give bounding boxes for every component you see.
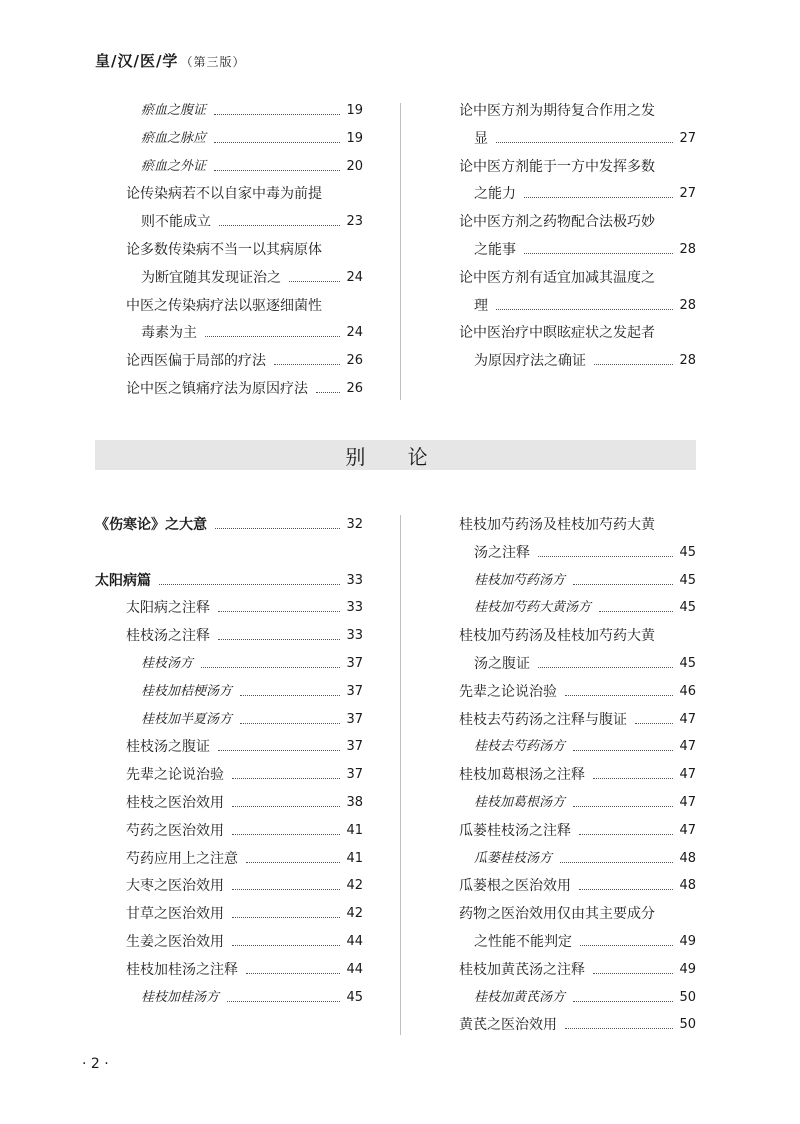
toc-leader-dots [579,834,673,835]
toc-page-number: 44 [346,934,363,949]
toc-page-number: 42 [346,878,363,894]
toc-leader-dots [232,889,340,890]
toc-page-number: 42 [346,906,363,922]
column-divider-bottom [400,515,401,1035]
toc-entry [141,712,363,728]
toc-entry [459,684,696,700]
toc-entry [126,795,363,811]
toc-entry [459,103,655,119]
toc-entry [474,545,696,561]
toc-leader-dots [538,556,673,557]
toc-leader-dots [215,528,340,529]
toc-leader-dots [219,225,340,226]
toc-leader-dots [232,778,340,779]
toc-leader-dots [205,336,340,337]
toc-entry [141,270,363,286]
toc-leader-dots [599,611,673,612]
toc-entry-title: 桂枝汤之腹证 [126,739,210,756]
toc-page-number: 49 [679,961,696,977]
toc-leader-dots [214,114,340,115]
toc-entry-title: 论中医治疗中瞑眩症状之发起者 [459,325,655,342]
toc-entry [95,573,363,589]
toc-entry-title: 论多数传染病不当一以其病原体 [126,242,322,258]
toc-page-number: 28 [679,353,696,369]
toc-leader-dots [232,945,340,946]
toc-entry [474,600,696,616]
toc-page-number: 28 [679,242,696,257]
toc-entry-title: 芍药之医治效用 [126,822,224,839]
toc-entry [474,656,696,672]
toc-entry-title: 瓜蒌根之医治效用 [459,878,571,895]
toc-entry [474,353,696,369]
toc-leader-dots [538,667,673,668]
toc-leader-dots [214,170,340,171]
toc-entry-title: 瘀血之外证 [141,158,207,174]
toc-entry-title: 先辈之论说治验 [126,767,224,784]
toc-page-number: 28 [679,297,696,313]
toc-entry-title: 毒素为主 [141,325,197,342]
toc-leader-dots [573,806,673,807]
toc-entry [126,823,363,839]
toc-entry [474,739,696,755]
toc-page-number: 47 [679,767,696,783]
toc-entry [474,298,696,314]
toc-page-number: 45 [679,572,696,588]
toc-leader-dots [594,364,673,365]
toc-entry [459,325,655,341]
toc-entry [126,878,363,894]
toc-entry [95,517,363,533]
toc-entry-title: 理 [474,297,488,314]
page-number: · 2 · [82,1056,109,1072]
toc-entry-title: 为原因疗法之确证 [474,353,586,370]
toc-entry [459,214,655,230]
toc-entry-title: 汤之腹证 [474,656,530,672]
toc-entry-title: 之性能不能判定 [474,934,572,950]
toc-leader-dots [227,1001,340,1002]
toc-entry-title: 桂枝加芍药汤及桂枝加芍药大黄 [459,517,655,533]
toc-entry [459,712,696,728]
toc-entry [474,186,696,202]
toc-entry-title: 桂枝加芍药大黄汤方 [474,600,592,616]
toc-entry-title: 桂枝去芍药汤之注释与腹证 [459,711,627,728]
toc-entry-title: 太阳病篇 [95,572,151,589]
toc-entry-title: 先辈之论说治验 [459,683,557,700]
toc-leader-dots [232,917,340,918]
toc-entry [126,906,363,922]
toc-page-number: 45 [679,656,696,671]
toc-entry-title: 瘀血之腹证 [141,103,207,118]
toc-entry-title: 汤之注释 [474,544,530,561]
toc-page-number: 49 [679,934,696,949]
toc-entry [126,962,363,978]
toc-page-number: 37 [346,656,363,671]
toc-entry [474,242,696,258]
toc-page-number: 38 [346,795,363,810]
toc-entry-title: 大枣之医治效用 [126,878,224,895]
toc-page-number: 33 [346,600,363,616]
toc-entry [474,990,696,1006]
toc-entry [126,739,363,755]
toc-page-number: 26 [346,353,363,369]
toc-page-number: 24 [346,325,363,341]
toc-entry [459,159,655,175]
toc-entry [474,851,696,867]
toc-page-number: 32 [346,517,363,532]
toc-leader-dots [573,750,673,751]
toc-entry-title: 《伤寒论》之大意 [95,517,207,533]
toc-page-number: 37 [346,711,363,727]
toc-page-number: 37 [346,739,363,755]
toc-entry-title: 瓜蒌桂枝汤方 [474,850,553,866]
toc-entry-title: 黄芪之医治效用 [459,1017,557,1034]
toc-leader-dots [214,142,340,143]
toc-entry [459,962,696,978]
toc-leader-dots [201,667,340,668]
toc-leader-dots [218,639,340,640]
toc-leader-dots [565,695,673,696]
toc-entry [141,214,363,230]
toc-entry-title: 桂枝去芍药汤方 [474,739,566,755]
toc-leader-dots [232,806,340,807]
toc-page-number: 37 [346,767,363,783]
toc-leader-dots [524,253,673,254]
toc-page-number: 27 [679,130,696,146]
toc-entry [459,767,696,783]
toc-page-number: 45 [346,989,363,1005]
toc-leader-dots [560,862,673,863]
toc-page-number: 19 [346,130,363,146]
toc-entry-title: 药物之医治效用仅由其主要成分 [459,906,655,923]
toc-entry [459,628,655,644]
toc-page-number: 41 [346,822,363,838]
toc-entry [459,270,655,286]
toc-page-number: 33 [346,572,363,588]
toc-entry-title: 之能事 [474,242,516,258]
toc-page-number: 50 [679,989,696,1005]
toc-leader-dots [593,973,673,974]
section-title: 别 论 [345,444,446,469]
toc-entry [126,767,363,783]
toc-page-number: 47 [679,822,696,838]
toc-entry-title: 则不能成立 [141,214,211,231]
running-header [95,50,245,71]
toc-page-number: 47 [679,739,696,755]
toc-leader-dots [240,695,340,696]
toc-page-number: 47 [679,795,696,810]
toc-leader-dots [573,1001,673,1002]
toc-page-number: 24 [346,269,363,285]
toc-entry-title: 论中医方剂为期待复合作用之发 [459,103,655,119]
toc-page-number: 50 [679,1017,696,1033]
toc-leader-dots [524,197,673,198]
toc-leader-dots [218,611,340,612]
toc-leader-dots [496,309,673,310]
toc-entry-title: 桂枝汤之注释 [126,628,210,645]
toc-leader-dots [565,1028,673,1029]
toc-page-number: 33 [346,628,363,644]
toc-entry [141,656,363,672]
toc-entry-title: 中医之传染病疗法以驱逐细菌性 [126,297,322,314]
toc-entry-title: 桂枝加黄芪汤方 [474,989,566,1005]
toc-entry-title: 桂枝之医治效用 [126,795,224,811]
toc-entry-title: 论中医方剂之药物配合法极巧妙 [459,214,655,231]
toc-entry [459,1017,696,1033]
toc-leader-dots [580,945,673,946]
toc-leader-dots [246,862,340,863]
toc-page-number: 48 [679,850,696,866]
toc-entry-title: 甘草之医治效用 [126,906,224,923]
book-title: 皇/汉/医/学 [95,52,179,70]
toc-entry-title: 桂枝加芍药汤及桂枝加芍药大黄 [459,628,655,645]
toc-page-number: 20 [346,158,363,174]
toc-entry-title: 桂枝加桂汤之注释 [126,961,238,978]
toc-entry [126,628,363,644]
toc-entry-title: 太阳病之注释 [126,600,210,617]
toc-leader-dots [635,723,673,724]
toc-entry-title: 桂枝加芍药汤方 [474,572,566,588]
toc-entry-title: 之能力 [474,186,516,203]
toc-page-number: 41 [346,850,363,866]
toc-entry-title: 生姜之医治效用 [126,934,224,950]
toc-leader-dots [159,584,340,585]
toc-page-number: 44 [346,961,363,977]
toc-entry [474,795,696,811]
toc-leader-dots [289,281,340,282]
toc-page-number: 23 [346,214,363,230]
toc-entry-title: 芍药应用上之注意 [126,850,238,867]
toc-entry-title: 论传染病若不以自家中毒为前提 [126,186,322,203]
toc-entry-title: 显 [474,130,488,147]
toc-entry [459,906,655,922]
toc-page-number: 27 [679,186,696,202]
book-edition: （第三版） [180,55,246,69]
toc-page-number: 19 [346,103,363,118]
toc-entry [141,159,363,175]
toc-entry-title: 瓜蒌桂枝汤之注释 [459,822,571,839]
toc-entry [141,131,363,147]
toc-page-number: 48 [679,878,696,894]
toc-entry-title: 桂枝加黄芪汤之注释 [459,961,585,978]
toc-entry-title: 桂枝加葛根汤方 [474,795,566,810]
toc-entry-title: 论中医之镇痛疗法为原因疗法 [126,381,308,397]
toc-entry [474,934,696,950]
toc-entry-title: 桂枝加桂汤方 [141,989,220,1005]
toc-entry [126,353,363,369]
toc-entry [141,990,363,1006]
toc-entry-title: 为断宜随其发现证治之 [141,269,281,286]
toc-leader-dots [274,364,340,365]
toc-entry [126,186,322,202]
toc-leader-dots [593,778,673,779]
toc-entry [126,298,322,314]
toc-entry [459,878,696,894]
toc-leader-dots [579,889,673,890]
toc-entry-title: 桂枝加葛根汤之注释 [459,767,585,784]
section-banner [95,440,696,470]
toc-entry-title: 论西医偏于局部的疗法 [126,353,266,370]
toc-entry [141,684,363,700]
toc-entry-title: 桂枝汤方 [141,656,194,671]
toc-entry-title: 瘀血之脉应 [141,130,207,146]
toc-entry [126,381,363,397]
toc-entry [141,103,363,119]
column-divider-top [400,103,401,400]
toc-leader-dots [316,392,340,393]
toc-entry-title: 论中医方剂有适宜加减其温度之 [459,269,655,286]
toc-entry [126,600,363,616]
toc-entry [474,131,696,147]
toc-page-number: 47 [679,711,696,727]
toc-entry [474,573,696,589]
toc-page-number: 26 [346,381,363,396]
toc-leader-dots [496,142,673,143]
toc-page-number: 45 [679,544,696,560]
toc-page-number: 37 [346,683,363,699]
toc-entry-title: 桂枝加半夏汤方 [141,711,233,727]
toc-leader-dots [240,723,340,724]
toc-entry [141,325,363,341]
toc-leader-dots [573,584,673,585]
toc-entry-title: 论中医方剂能于一方中发挥多数 [459,158,655,175]
toc-entry [126,851,363,867]
toc-leader-dots [218,750,340,751]
toc-entry [126,242,322,258]
toc-leader-dots [232,834,340,835]
toc-page-number: 46 [679,683,696,699]
toc-entry [126,934,363,950]
toc-page-number: 45 [679,600,696,616]
toc-entry [459,823,696,839]
toc-entry-title: 桂枝加桔梗汤方 [141,683,233,699]
toc-entry [459,517,655,533]
toc-leader-dots [246,973,340,974]
